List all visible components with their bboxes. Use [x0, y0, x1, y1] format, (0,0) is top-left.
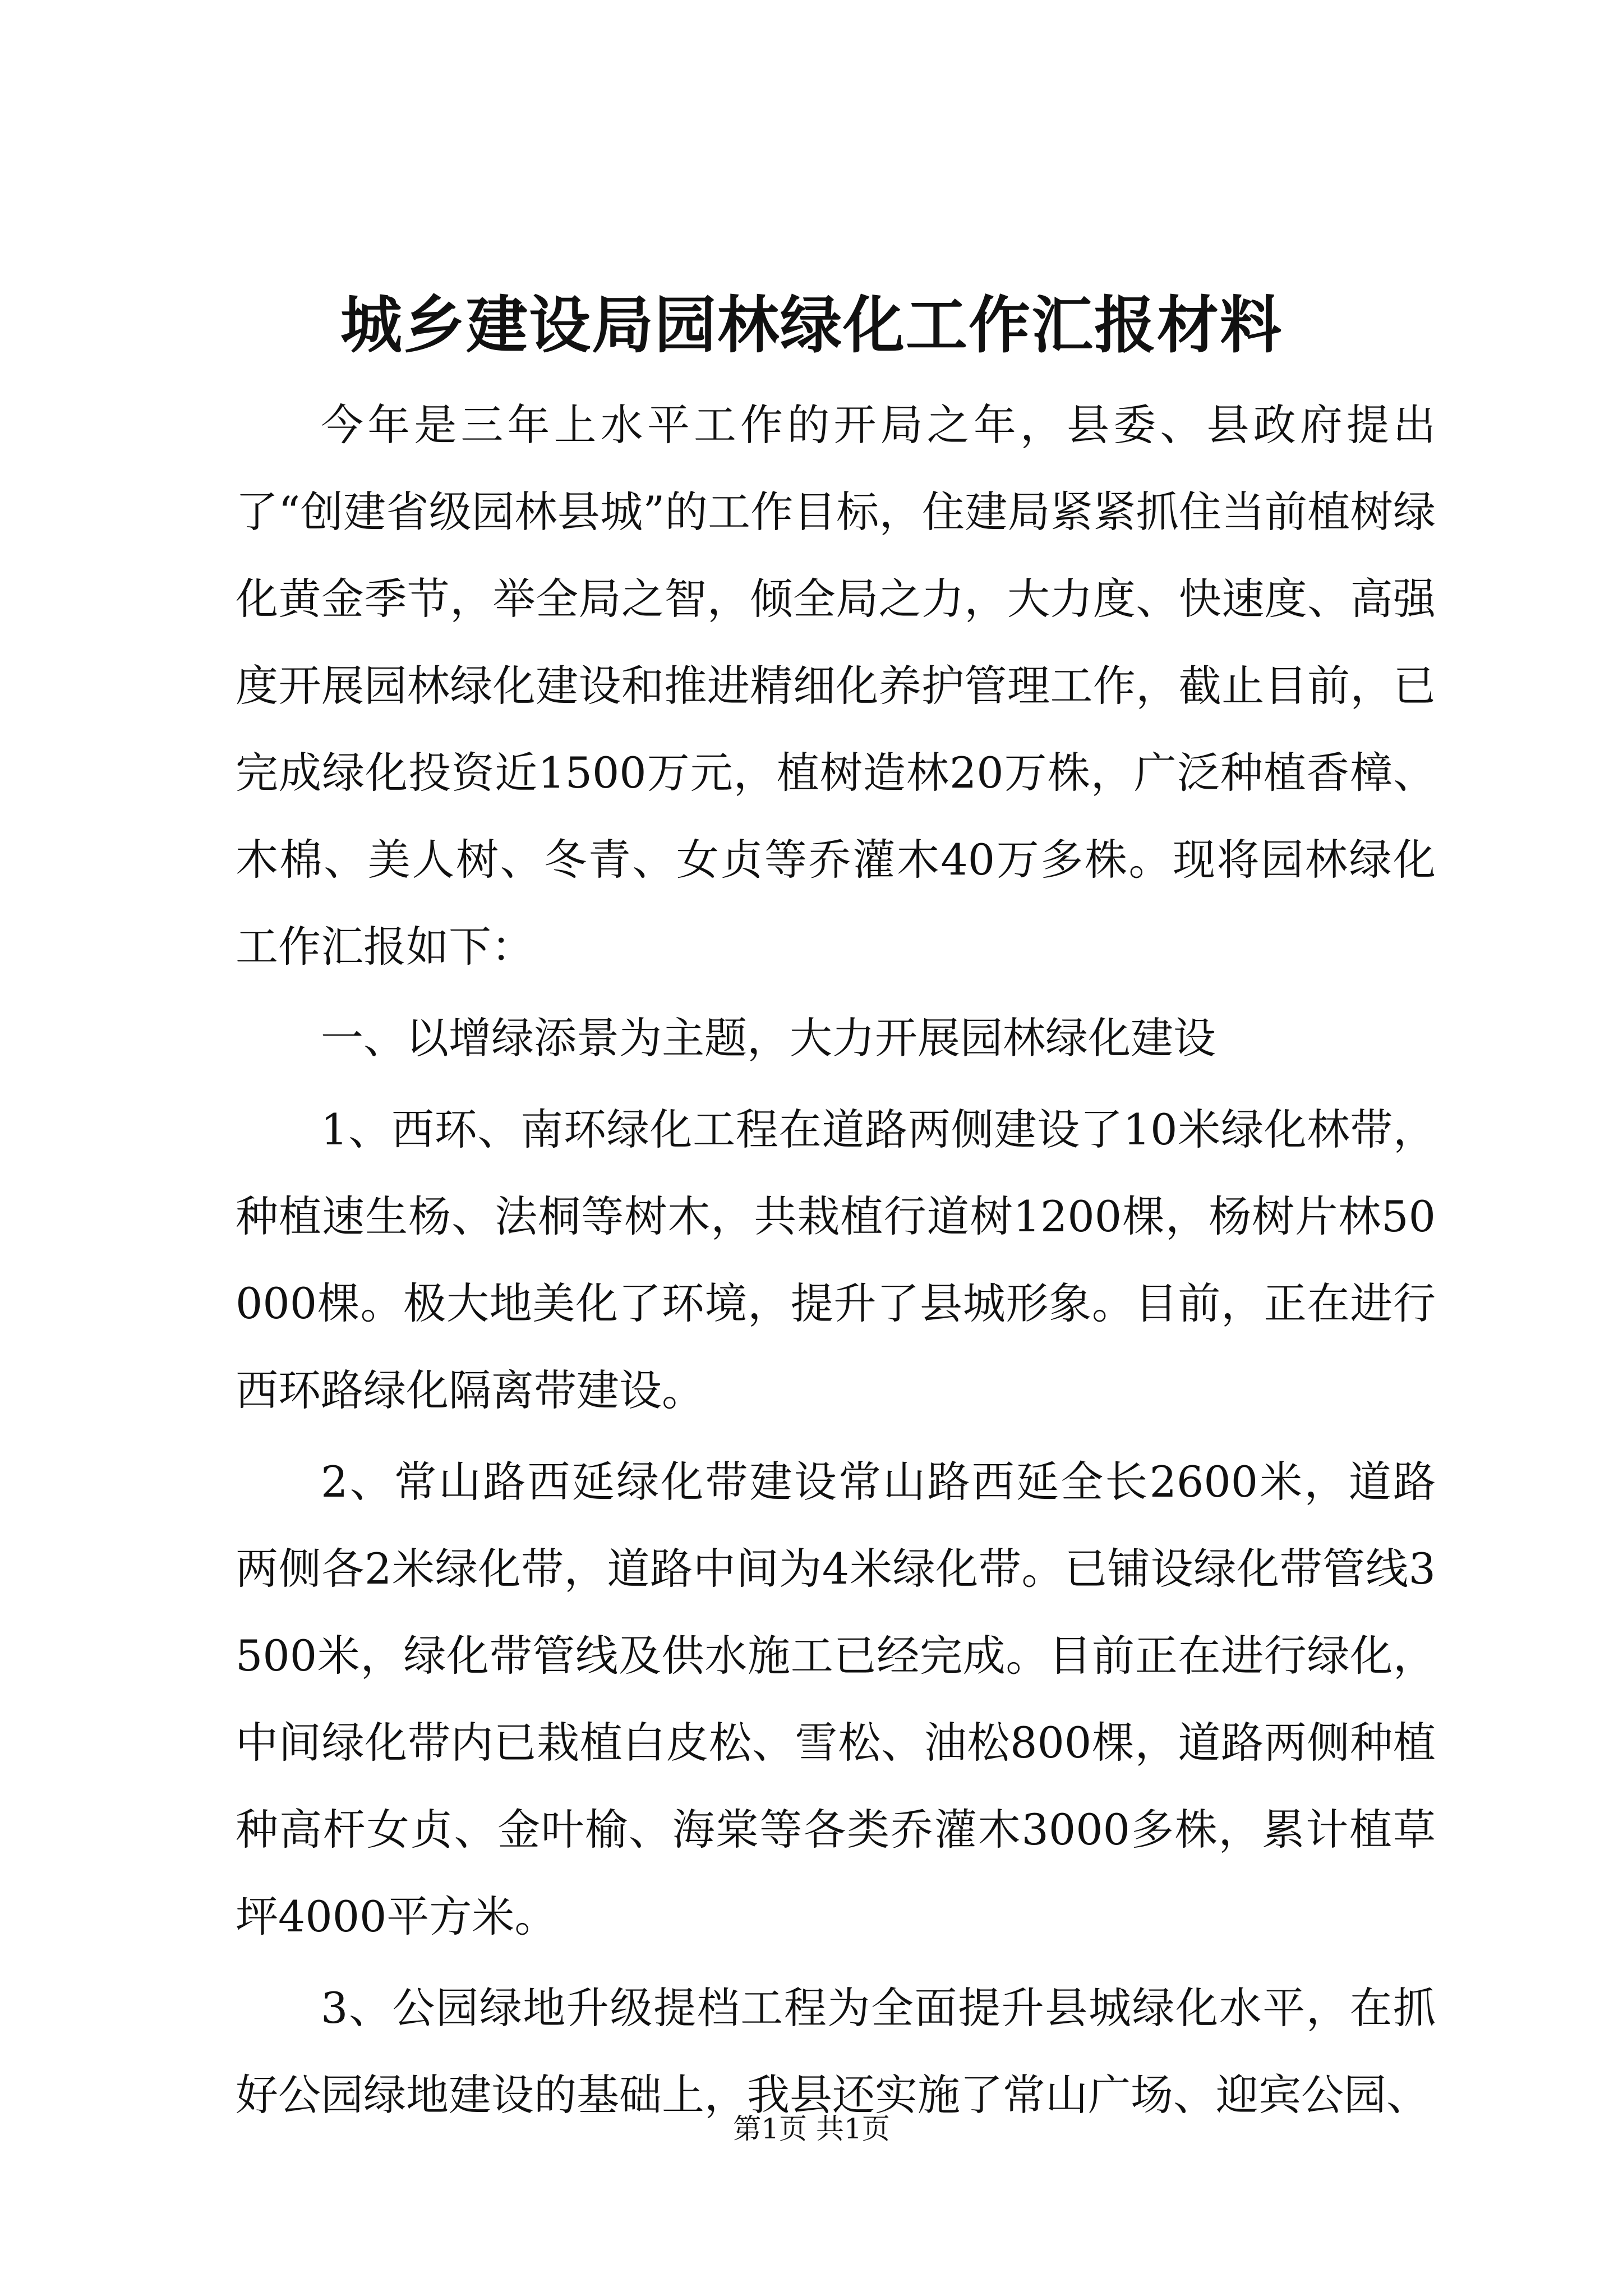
page-number-footer: 第1页 共1页 [733, 2113, 890, 2145]
item-paragraph-1: 1、西环、南环绿化工程在道路两侧建设了10米绿化林带，种植速生杨、法桐等树木，共栽植行道树1200棵，杨树片林50000棵。极大地美化了环境，提升了县城形象。目前，正在进行西环路绿化隔离带建设。 [236, 1105, 1436, 1415]
document-title: 城乡建设局园林绿化工作汇报材料 [340, 289, 1283, 361]
item-paragraph-2: 2、常山路西延绿化带建设常山路西延全长2600米，道路两侧各2米绿化带，道路中间为4米绿化带。已铺设绿化带管线3500米，绿化带管线及供水施工已经完成。目前正在进行绿化，中间绿化带内已栽植白皮松、雪松、油松800棵，道路两侧种植种高杆女贞、金叶榆、海棠等各类乔灌木3000多株，累计植草坪4000平方米。 [236, 1457, 1436, 1941]
section-heading: 一、以增绿添景为主题，大力开展园林绿化建设 [321, 1013, 1216, 1063]
intro-paragraph: 今年是三年上水平工作的开局之年，县委、县政府提出了“创建省级园林县城”的工作目标，住建局紧紧抓住当前植树绿化黄金季节，举全局之智，倾全局之力，大力度、快速度、高强度开展园林绿化建设和推进精细化养护管理工作，截止目前，已完成绿化投资近1500万元，植树造林20万株，广泛种植香樟、木棉、美人树、冬青、女贞等乔灌木40万多株。现将园林绿化工作汇报如下： [236, 400, 1436, 972]
document-body [236, 381, 1436, 2138]
item-paragraph-3: 3、公园绿地升级提档工程为全面提升县城绿化水平，在抓好公园绿地建设的基础上，我县还实施了常山广场、迎宾公园、 [236, 1983, 1436, 2120]
